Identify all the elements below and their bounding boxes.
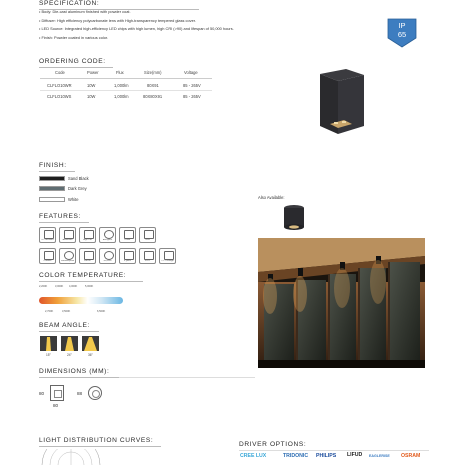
table-row-2-flux: 1,000lm [114,94,129,99]
beam-15-label: 15° [46,353,51,357]
feature-icon-ip: IP65 [139,227,156,243]
color-temperature-gradient [39,297,123,304]
features-heading: FEATURES: [39,213,81,220]
finish-heading: FINISH: [39,162,67,169]
ordering-col-voltage: Voltage [184,70,198,75]
feature-icon-ra: Ra>90 [79,248,96,264]
ordering-col-size: Size(mm) [144,70,162,75]
ordering-col-flux: Flux [116,70,124,75]
feature-icon-aluminum: Aluminum [59,227,76,243]
spec-item-finish: • Finish: Powder coated in various color. [39,34,109,40]
table-row-2-code: CLFLO10WS [47,94,72,99]
beam-angle-rule [39,331,99,332]
polar-curve [40,449,102,465]
ordering-rule [39,67,113,68]
table-row-1-code: CLFLO10WR [47,83,72,88]
light-distribution-rule [39,446,161,447]
dim-square-bottom: 80 [53,403,59,408]
dim-square-inner [54,390,62,398]
beam-15-cone [40,336,57,351]
beam-15-icon [40,336,57,351]
specification-list [39,8,234,42]
ordering-table [40,70,220,104]
finish-label-sand-black: Sand Black [68,176,89,181]
product-image-round [282,204,306,232]
driver-logo-eaglerise: EAGLERISE [369,454,390,458]
ip-badge-line1: IP [398,21,406,30]
table-row-2-voltage: 85 - 265V [183,94,201,99]
feature-icon-outdoor: Outdoor [39,248,56,264]
finish-swatch-sand-black [39,176,65,181]
installation-scene [258,238,425,368]
spec-item-diffuser: • Diffuser: High efficiency polycarbonate lens with High-transparency tempered glass cover. [39,17,196,23]
cct-tick-2200: 2,200K [39,285,48,288]
ordering-heading: ORDERING CODE: [39,58,106,65]
driver-logo-philips: PHILIPS [316,453,337,459]
ip65-badge [386,18,418,48]
feature-icon-anti-glare: Anti-glare [99,227,116,243]
installation-photo [258,238,425,368]
cct-tick-3000: 3,000K [55,285,64,288]
dim-square-side: 80 [39,391,45,396]
feature-icon-warranty: 5 years [119,248,136,264]
dim-square-drawing [50,385,64,401]
square-downlight-illustration [312,68,370,136]
spec-item-body: • Body: Die-cast aluminum finished with powder coat. [39,9,131,14]
dim-round-inner [92,390,100,398]
finish-swatch-dark-grey [39,186,65,191]
feature-icon-weatherproof: Weatherproof [59,248,76,264]
finish-label-white: White [68,197,79,202]
ordering-row-rule [40,90,212,91]
beam-24-cone [61,336,78,351]
product-image-square [312,68,370,136]
ip-badge-line2: 65 [397,30,407,39]
dimensions-rule-ext [119,377,255,378]
driver-logo-lifud: LIFUD [347,452,363,458]
cct-tick-2700: 2,700K [45,310,54,313]
feature-icon-cri: High CRI [79,227,96,243]
light-distribution-heading: LIGHT DISTRIBUTION CURVES: [39,437,154,444]
ordering-header-rule [40,78,212,79]
finish-label-dark-grey: Dark Grey [68,186,87,191]
ordering-col-power: Power [87,70,99,75]
light-distribution-diagram [40,449,102,465]
spec-item-led-source: • LED Source: Integrated high-efficiency LED chips with high lumen, high CRI (>90) and lifespan of 50,000 hours. [39,26,234,32]
features-rule [39,222,89,223]
feature-icon-3in1: 3-in-1 [139,248,156,264]
driver-options-rule [239,450,429,451]
finish-swatch-white [39,197,65,202]
beam-24-icon [61,336,78,351]
table-row-2-size: 80X80X91 [143,94,163,99]
round-downlight-illustration [282,204,306,232]
dim-round-drawing [88,386,102,400]
table-row-1-power: 10W [87,83,96,88]
table-row-1-flux: 1,000lm [114,83,129,88]
cct-tick-6500: 6,500K [97,310,106,313]
cct-tick-3500: 3,500K [62,310,71,313]
dim-round-side: 88 [77,391,83,396]
feature-icon-uv: UV resistant [39,227,56,243]
also-available-label: Also Available: [258,195,285,200]
beam-24-label: 24° [67,353,72,357]
cct-tick-5000: 5,000K [85,285,94,288]
ordering-col-code: Code [55,70,65,75]
driver-options-heading: DRIVER OPTIONS: [239,441,307,448]
driver-logo-osram: OSRAM [401,453,421,459]
beam-36-label: 36° [88,353,93,357]
color-temperature-heading: COLOR TEMPERATURE: [39,272,127,279]
table-row-1-voltage: 85 - 265V [183,83,201,88]
beam-angle-heading: BEAM ANGLE: [39,322,90,329]
dimensions-rule [39,377,119,378]
table-row-1-size: 80X91 [147,83,159,88]
table-row-2-power: 10W [87,94,96,99]
finish-rule [39,171,75,172]
feature-icon-driver: Driver [119,227,136,243]
driver-logo-tridonic: TRIDONIC [283,453,309,459]
cct-tick-4000: 4,000K [69,285,78,288]
beam-36-icon [82,336,99,351]
beam-36-cone [82,336,99,351]
dimensions-heading: DIMENSIONS (MM): [39,368,110,375]
specification-heading: SPECIFICATION: [39,0,100,7]
color-temperature-rule [39,281,143,282]
feature-icon-cct: CCT change [159,248,176,264]
driver-logo-creelux: CREE LUX [240,453,267,459]
feature-icon-lifespan: 50,000h [99,248,116,264]
